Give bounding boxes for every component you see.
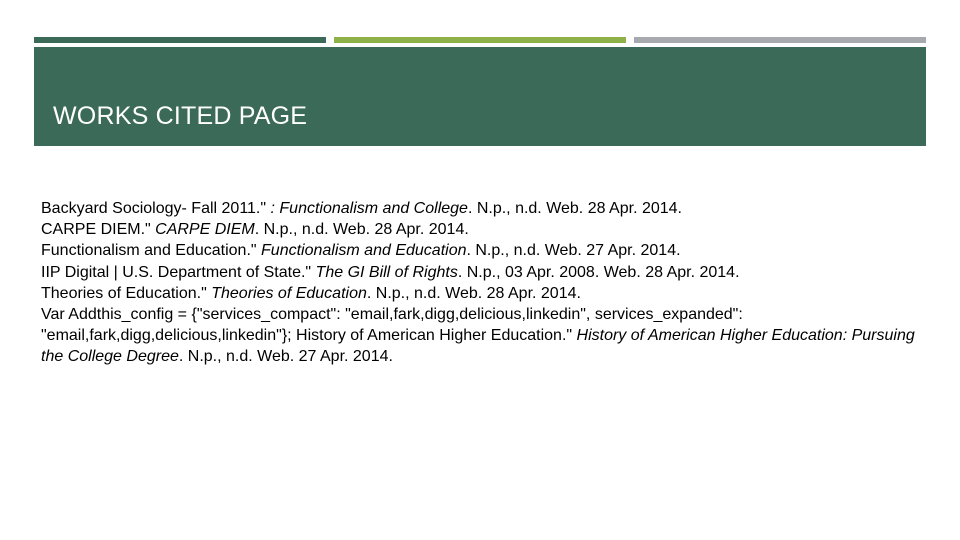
citation-list bbox=[41, 198, 921, 368]
citation-source: Functionalism and Education." bbox=[41, 242, 262, 260]
citation-item bbox=[41, 198, 921, 219]
citation-item bbox=[41, 283, 921, 304]
citation-title: CARPE DIEM bbox=[155, 221, 255, 239]
accent-stripe-gray bbox=[634, 37, 926, 43]
citation-details: . N.p., n.d. Web. 28 Apr. 2014. bbox=[254, 221, 469, 239]
citation-item bbox=[41, 262, 921, 283]
citation-title: The GI Bill of Rights bbox=[315, 263, 458, 281]
citation-details: . N.p., 03 Apr. 2008. Web. 28 Apr. 2014. bbox=[457, 263, 740, 281]
citation-title: Theories of Education bbox=[211, 284, 367, 302]
page-title: WORKS CITED PAGE bbox=[53, 102, 308, 130]
citation-source: Var Addthis_config = {"services_compact": "email,fark,digg,delicious,linkedin", services_expanded": "email,fark,digg,delicious,linkedin"}; History of American Higher Education." bbox=[41, 306, 743, 345]
title-banner bbox=[34, 47, 926, 146]
citation-title: Functionalism and Education bbox=[261, 242, 467, 260]
citation-source: IIP Digital | U.S. Department of State." bbox=[41, 263, 316, 281]
citation-title: : Functionalism and College bbox=[270, 200, 468, 217]
citation-details: . N.p., n.d. Web. 28 Apr. 2014. bbox=[366, 284, 581, 302]
citation-details: . N.p., n.d. Web. 27 Apr. 2014. bbox=[466, 242, 681, 260]
citation-item bbox=[41, 240, 921, 261]
citation-source: Theories of Education." bbox=[41, 284, 212, 302]
citation-title: History of American Higher Education: Pursuing the College Degree bbox=[41, 327, 915, 366]
accent-stripe-light-green bbox=[334, 37, 626, 43]
citation-item bbox=[41, 304, 921, 368]
citation-source: Backyard Sociology- Fall 2011." bbox=[41, 200, 271, 217]
citation-source: CARPE DIEM." bbox=[41, 221, 156, 239]
accent-stripe-dark-green bbox=[34, 37, 326, 43]
citation-details: . N.p., n.d. Web. 28 Apr. 2014. bbox=[467, 200, 682, 217]
citation-details: . N.p., n.d. Web. 27 Apr. 2014. bbox=[178, 348, 393, 366]
citation-item bbox=[41, 219, 921, 240]
